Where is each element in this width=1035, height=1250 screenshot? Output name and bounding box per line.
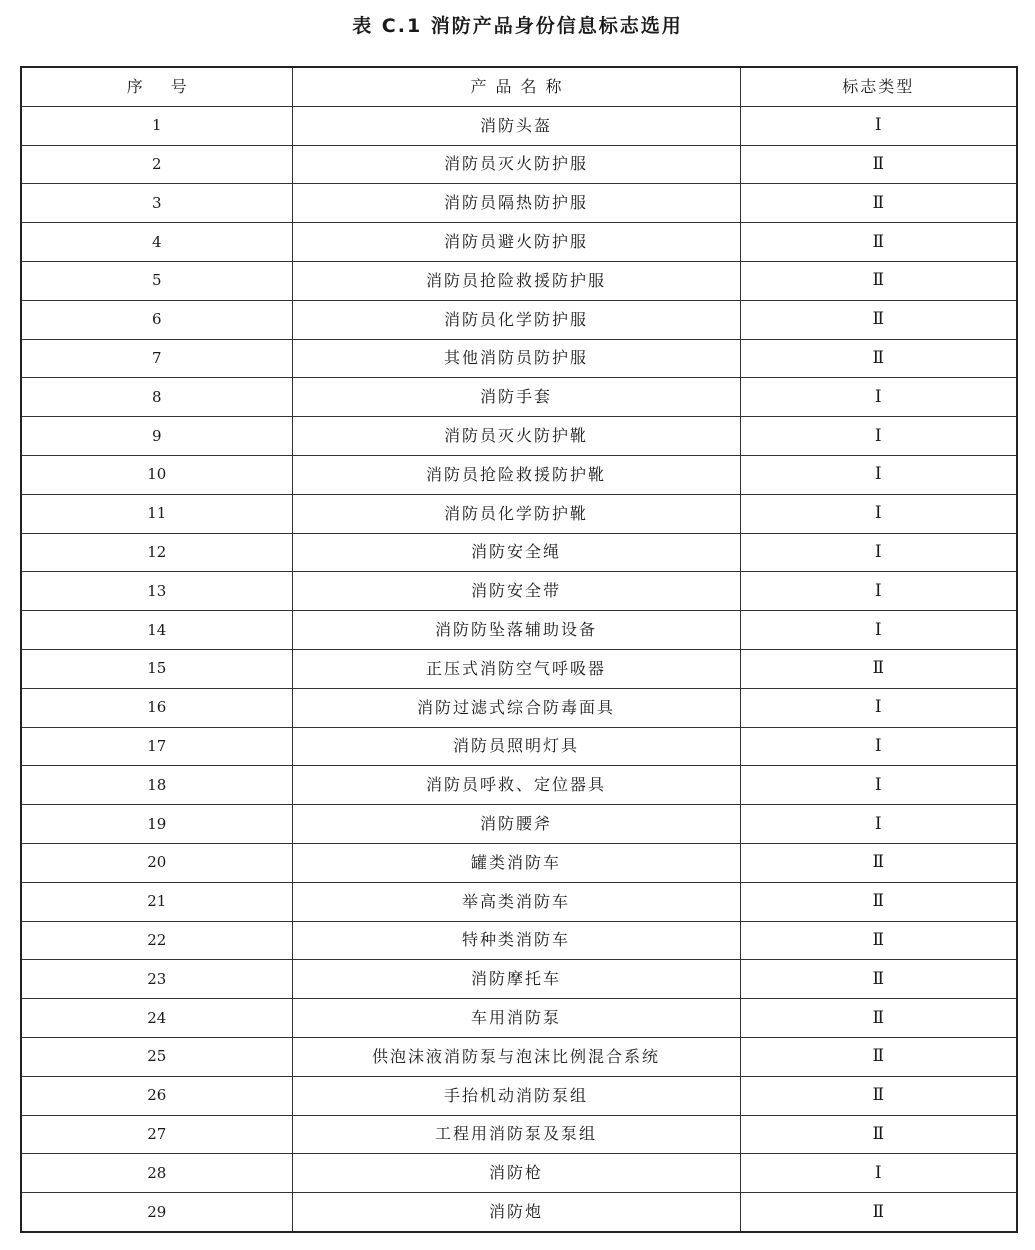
cell-mark-type: Ⅰ [740, 688, 1017, 727]
cell-seq: 26 [21, 1076, 292, 1115]
cell-mark-type: Ⅰ [740, 455, 1017, 494]
cell-seq: 12 [21, 533, 292, 572]
cell-product-name: 消防安全绳 [292, 533, 740, 572]
table-row [21, 1076, 1017, 1115]
table-body [21, 106, 1017, 1232]
cell-product-name: 车用消防泵 [292, 999, 740, 1038]
table-row [21, 921, 1017, 960]
cell-seq: 13 [21, 572, 292, 611]
cell-product-name: 其他消防员防护服 [292, 339, 740, 378]
table-row [21, 1154, 1017, 1193]
table-row [21, 145, 1017, 184]
cell-seq: 8 [21, 378, 292, 417]
cell-seq: 17 [21, 727, 292, 766]
table-row [21, 805, 1017, 844]
table-row [21, 494, 1017, 533]
cell-seq: 25 [21, 1037, 292, 1076]
cell-seq: 1 [21, 106, 292, 145]
table-row [21, 455, 1017, 494]
table-row [21, 882, 1017, 921]
cell-mark-type: Ⅱ [740, 1193, 1017, 1232]
cell-product-name: 消防防坠落辅助设备 [292, 611, 740, 650]
cell-product-name: 消防过滤式综合防毒面具 [292, 688, 740, 727]
table-row [21, 999, 1017, 1038]
cell-product-name: 正压式消防空气呼吸器 [292, 649, 740, 688]
cell-product-name: 消防腰斧 [292, 805, 740, 844]
cell-seq: 9 [21, 417, 292, 456]
table-row [21, 106, 1017, 145]
table-row [21, 261, 1017, 300]
cell-seq: 28 [21, 1154, 292, 1193]
table-row [21, 417, 1017, 456]
table-row [21, 184, 1017, 223]
cell-mark-type: Ⅱ [740, 960, 1017, 999]
table-row [21, 611, 1017, 650]
table-row [21, 572, 1017, 611]
cell-product-name: 消防员抢险救援防护服 [292, 261, 740, 300]
cell-seq: 4 [21, 223, 292, 262]
cell-seq: 10 [21, 455, 292, 494]
cell-mark-type: Ⅱ [740, 882, 1017, 921]
cell-seq: 19 [21, 805, 292, 844]
table-row [21, 766, 1017, 805]
cell-seq: 18 [21, 766, 292, 805]
header-seq: 序号 [21, 67, 292, 106]
cell-mark-type: Ⅱ [740, 921, 1017, 960]
cell-mark-type: Ⅰ [740, 805, 1017, 844]
cell-mark-type: Ⅱ [740, 223, 1017, 262]
cell-product-name: 消防员照明灯具 [292, 727, 740, 766]
cell-seq: 22 [21, 921, 292, 960]
cell-mark-type: Ⅰ [740, 572, 1017, 611]
cell-mark-type: Ⅱ [740, 649, 1017, 688]
cell-mark-type: Ⅱ [740, 1115, 1017, 1154]
cell-seq: 11 [21, 494, 292, 533]
cell-seq: 29 [21, 1193, 292, 1232]
cell-mark-type: Ⅱ [740, 843, 1017, 882]
product-mark-table [20, 66, 1018, 1233]
cell-mark-type: Ⅰ [740, 611, 1017, 650]
cell-mark-type: Ⅱ [740, 999, 1017, 1038]
cell-seq: 16 [21, 688, 292, 727]
header-product-name: 产品名称 [292, 67, 740, 106]
cell-product-name: 消防头盔 [292, 106, 740, 145]
cell-mark-type: Ⅰ [740, 494, 1017, 533]
table-row [21, 533, 1017, 572]
cell-seq: 3 [21, 184, 292, 223]
product-mark-table-container [20, 66, 1016, 1233]
table-row [21, 378, 1017, 417]
cell-seq: 2 [21, 145, 292, 184]
cell-seq: 14 [21, 611, 292, 650]
cell-mark-type: Ⅱ [740, 145, 1017, 184]
cell-seq: 24 [21, 999, 292, 1038]
cell-product-name: 消防枪 [292, 1154, 740, 1193]
header-row [21, 67, 1017, 106]
cell-seq: 20 [21, 843, 292, 882]
cell-product-name: 罐类消防车 [292, 843, 740, 882]
table-title: 表 C.1 消防产品身份信息标志选用 [352, 15, 683, 37]
cell-mark-type: Ⅱ [740, 261, 1017, 300]
cell-product-name: 消防员化学防护服 [292, 300, 740, 339]
cell-product-name: 消防员灭火防护服 [292, 145, 740, 184]
header-mark-type: 标志类型 [740, 67, 1017, 106]
cell-mark-type: Ⅰ [740, 727, 1017, 766]
cell-product-name: 供泡沫液消防泵与泡沫比例混合系统 [292, 1037, 740, 1076]
table-row [21, 300, 1017, 339]
table-row [21, 223, 1017, 262]
cell-product-name: 消防炮 [292, 1193, 740, 1232]
cell-product-name: 消防员抢险救援防护靴 [292, 455, 740, 494]
cell-seq: 7 [21, 339, 292, 378]
cell-mark-type: Ⅰ [740, 766, 1017, 805]
cell-product-name: 消防摩托车 [292, 960, 740, 999]
cell-mark-type: Ⅱ [740, 300, 1017, 339]
cell-product-name: 手抬机动消防泵组 [292, 1076, 740, 1115]
cell-seq: 15 [21, 649, 292, 688]
table-row [21, 1037, 1017, 1076]
cell-product-name: 消防手套 [292, 378, 740, 417]
cell-mark-type: Ⅰ [740, 1154, 1017, 1193]
cell-mark-type: Ⅰ [740, 378, 1017, 417]
cell-mark-type: Ⅱ [740, 339, 1017, 378]
cell-seq: 6 [21, 300, 292, 339]
cell-mark-type: Ⅰ [740, 533, 1017, 572]
table-row [21, 1115, 1017, 1154]
cell-mark-type: Ⅰ [740, 106, 1017, 145]
table-row [21, 1193, 1017, 1232]
cell-mark-type: Ⅱ [740, 184, 1017, 223]
table-row [21, 727, 1017, 766]
cell-product-name: 举高类消防车 [292, 882, 740, 921]
cell-product-name: 工程用消防泵及泵组 [292, 1115, 740, 1154]
cell-product-name: 特种类消防车 [292, 921, 740, 960]
cell-seq: 23 [21, 960, 292, 999]
cell-product-name: 消防员避火防护服 [292, 223, 740, 262]
table-row [21, 688, 1017, 727]
table-row [21, 960, 1017, 999]
cell-mark-type: Ⅱ [740, 1076, 1017, 1115]
cell-seq: 27 [21, 1115, 292, 1154]
table-row [21, 843, 1017, 882]
table-row [21, 649, 1017, 688]
cell-product-name: 消防员灭火防护靴 [292, 417, 740, 456]
cell-product-name: 消防员呼救、定位器具 [292, 766, 740, 805]
cell-mark-type: Ⅱ [740, 1037, 1017, 1076]
cell-mark-type: Ⅰ [740, 417, 1017, 456]
cell-seq: 5 [21, 261, 292, 300]
cell-product-name: 消防员隔热防护服 [292, 184, 740, 223]
table-row [21, 339, 1017, 378]
cell-product-name: 消防安全带 [292, 572, 740, 611]
cell-product-name: 消防员化学防护靴 [292, 494, 740, 533]
cell-seq: 21 [21, 882, 292, 921]
